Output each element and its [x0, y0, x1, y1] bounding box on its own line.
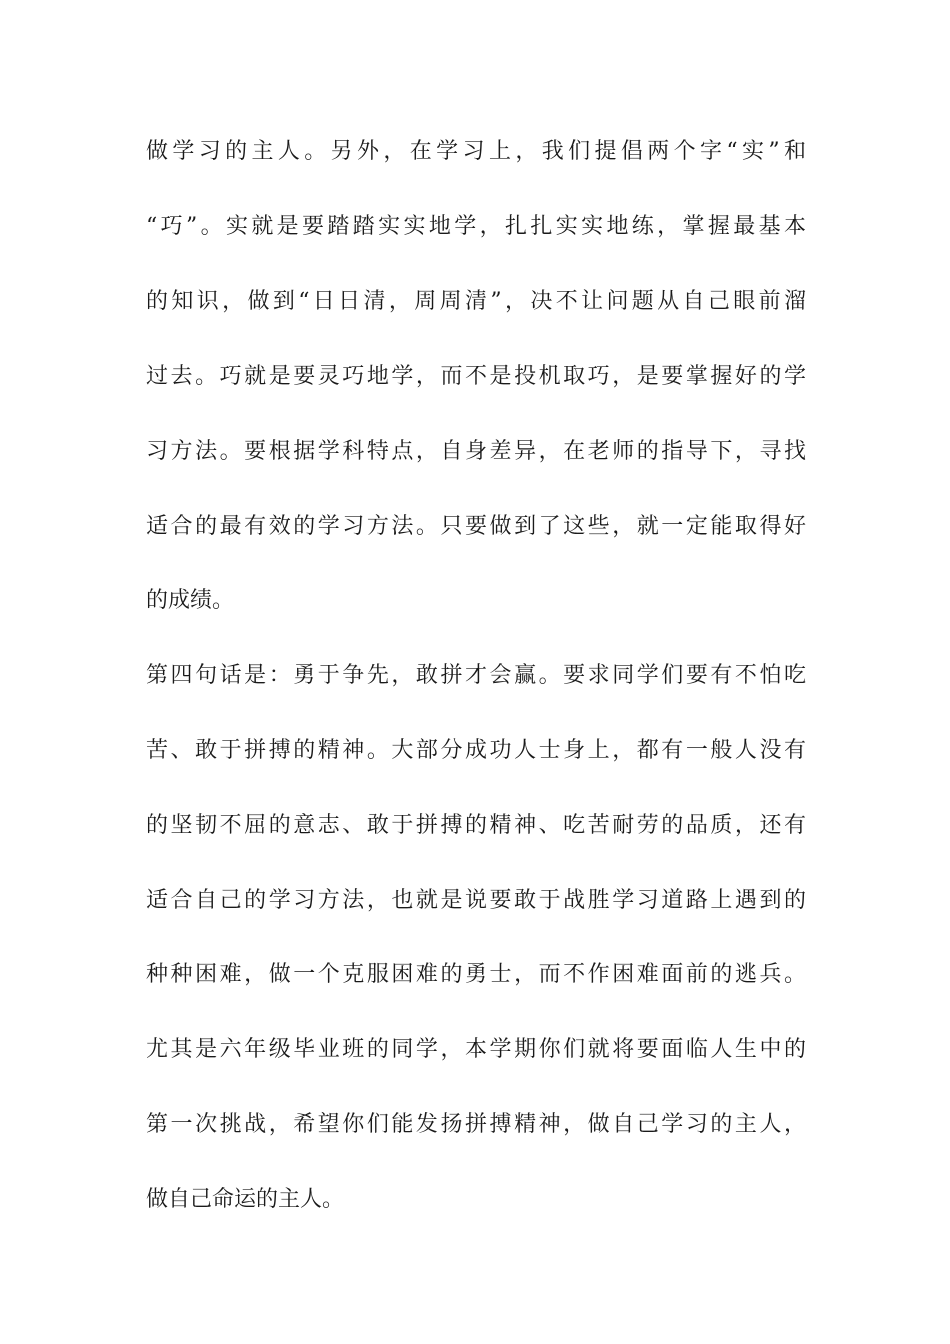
text-line-12: 种种困难，做一个克服困难的勇士，而不作困难面前的逃兵。 [146, 962, 806, 987]
text-line-6: 适合的最有效的学习方法。只要做到了这些，就一定能取得好 [146, 514, 806, 539]
text-line-13: 尤其是六年级毕业班的同学，本学期你们就将要面临人生中的 [146, 1037, 806, 1062]
text-line-14: 第一次挑战，希望你们能发扬拼搏精神，做自己学习的主人， [146, 1112, 806, 1137]
text-line-2: “巧”。实就是要踏踏实实地学，扎扎实实地练，掌握最基本 [146, 214, 806, 239]
text-line-5: 习方法。要根据学科特点，自身差异，在老师的指导下，寻找 [146, 439, 806, 464]
text-line-3: 的知识，做到“日日清，周周清”，决不让问题从自己眼前溜 [146, 289, 806, 314]
text-line-9: 苦、敢于拼搏的精神。大部分成功人士身上，都有一般人没有 [146, 738, 806, 763]
text-line-10: 的坚韧不屈的意志、敢于拼搏的精神、吃苦耐劳的品质，还有 [146, 813, 806, 838]
text-line-15: 做自己命运的主人。 [146, 1187, 345, 1212]
text-line-8: 第四句话是：勇于争先，敢拼才会赢。要求同学们要有不怕吃 [146, 663, 806, 688]
text-line-4: 过去。巧就是要灵巧地学，而不是投机取巧，是要掌握好的学 [146, 364, 806, 389]
text-line-11: 适合自己的学习方法，也就是说要敢于战胜学习道路上遇到的 [146, 888, 806, 913]
text-line-1: 做学习的主人。另外，在学习上，我们提倡两个字“实”和 [146, 139, 806, 164]
text-line-7: 的成绩。 [146, 588, 235, 613]
